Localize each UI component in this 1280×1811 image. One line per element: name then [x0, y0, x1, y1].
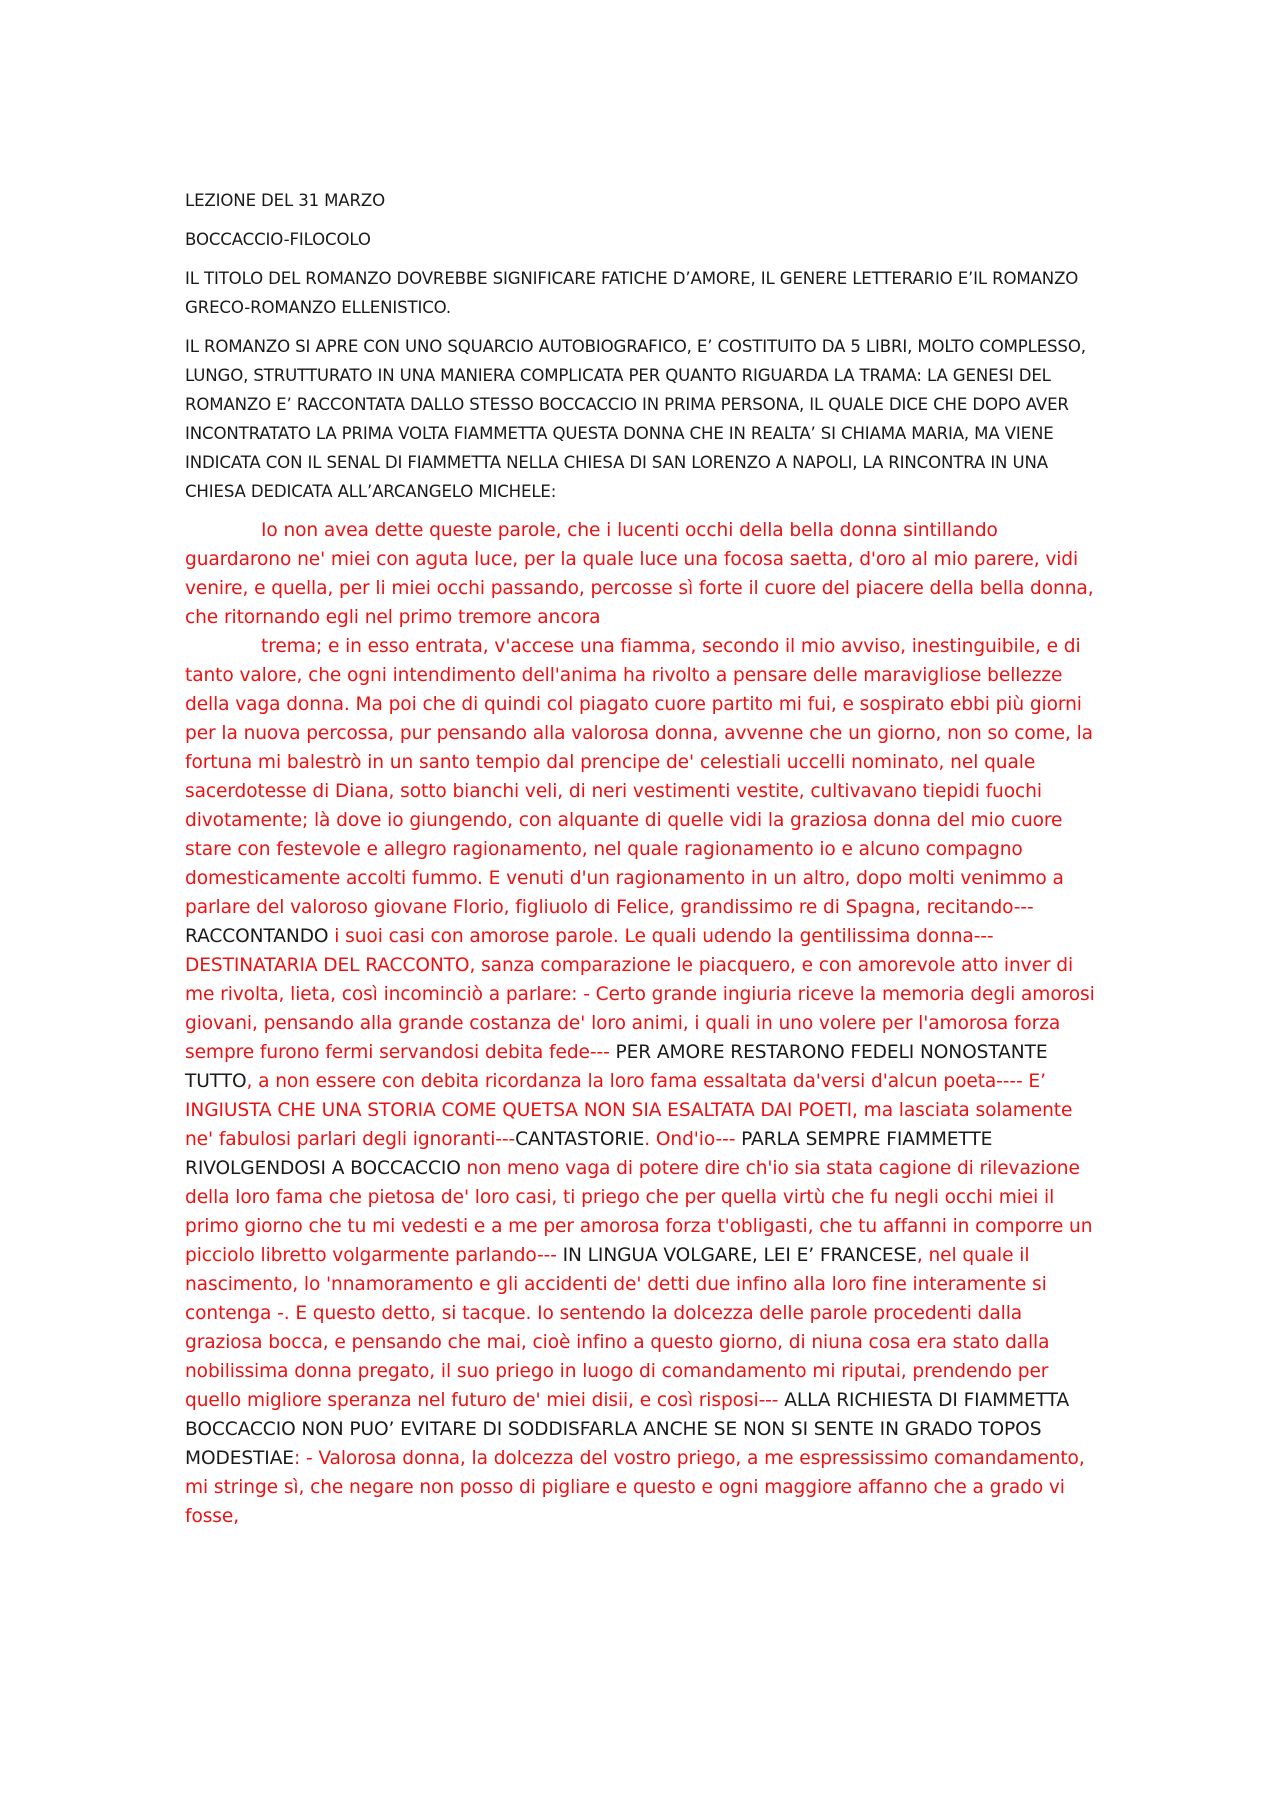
quote-paragraph-2: [185, 632, 1100, 1531]
annotation-fedeli: PER AMORE RESTARONO FEDELI NONOSTANTE TUTTO: [185, 1042, 1048, 1092]
annotation-volgare: IN LINGUA VOLGARE, LEI E’ FRANCESE: [562, 1245, 917, 1266]
title-genre-paragraph: IL TITOLO DEL ROMANZO DOVREBBE SIGNIFICARE FATICHE D’AMORE, IL GENERE LETTERARIO E’IL ROMANZO GRECO-ROMANZO ELLENISTICO.: [185, 269, 1079, 317]
annotation-fiammetta: PARLA SEMPRE FIAMMETTE RIVOLGENDOSI A BOCCACCIO: [185, 1129, 993, 1179]
quote-text: , a non essere con debita ricordanza la loro fama essaltata da'versi d'alcun poeta---- E’ INGIUSTA CHE UNA STORIA COME QUETSA NON SIA ESALTATA DAI POETI, ma lasciata solamente ne' fabulosi parlari degli ignoranti---: [185, 1071, 1073, 1150]
document-page: [185, 186, 1100, 1531]
quote-text: , nel quale il nascimento, lo 'nnamoramento e gli accidenti de' detti due infino alla loro fine interamente si contenga -. E questo detto, si tacque. Io sentendo la dolcezza delle parole procedenti dalla graziosa bocca, e pensando che mai, cioè infino a questo giorno, di niuna cosa era stato dalla nobilissima donna pregato, il suo priego in luogo di comandamento mi riputai, prendendo per quello migliore speranza nel futuro de' miei disii, e così risposi---: [185, 1245, 1050, 1411]
quote-text: : - Valorosa donna, la dolcezza del vostro priego, a me espressissimo comandamento, mi stringe sì, che negare non posso di pigliare e questo e ogni maggiore affanno che a grado vi fosse,: [185, 1448, 1085, 1527]
filocolo-quote: [185, 516, 1100, 1531]
subject-heading: BOCCACCIO-FILOCOLO: [185, 230, 371, 249]
quote-text: . Ond'io---: [644, 1129, 742, 1150]
lesson-heading: LEZIONE DEL 31 MARZO: [185, 191, 386, 210]
annotation-raccontando: RACCONTANDO: [185, 926, 329, 947]
intro-paragraph: IL ROMANZO SI APRE CON UNO SQUARCIO AUTOBIOGRAFICO, E’ COSTITUITO DA 5 LIBRI, MOLTO COMPLESSO, LUNGO, STRUTTURATO IN UNA MANIERA COMPLICATA PER QUANTO RIGUARDA LA TRAMA: LA GENESI DEL ROMANZO E’ RACCONTATA DALLO STESSO BOCCACCIO IN PRIMA PERSONA, IL QUALE DICE CHE DOPO AVER INCONTRATATO LA PRIMA VOLTA FIAMMETTA QUESTA DONNA CHE IN REALTA’ SI CHIAMA MARIA, MA VIENE INDICATA CON IL SENAL DI FIAMMETTA NELLA CHIESA DI SAN LORENZO A NAPOLI, LA RINCONTRA IN UNA CHIESA DEDICATA ALL’ARCANGELO MICHELE:: [185, 337, 1086, 501]
annotation-cantastorie: CANTASTORIE: [515, 1129, 645, 1150]
quote-text: trema; e in esso entrata, v'accese una fiamma, secondo il mio avviso, inestinguibile, e di tanto valore, che ogni intendimento dell'anima ha rivolto a pensare delle maravigliose bellezze della vaga donna. Ma poi che di quindi col piagato cuore partito mi fui, e sospirato ebbi più giorni per la nuova percossa, pur pensando alla valorosa donna, avvenne che un giorno, non so come, la fortuna mi balestrò in un santo tempio dal prencipe de' celestiali uccelli nominato, nel quale sacerdotesse di Diana, sotto bianchi veli, di neri vestimenti vestite, cultivavano tiepidi fuochi divotamente; là dove io giungendo, con alquante di quelle vidi la graziosa donna del mio cuore stare con festevole e allegro ragionamento, nel quale ragionamento io e alcuno compagno domesticamente accolti fummo. E venuti d'un ragionamento in un altro, dopo molti venimmo a parlare del valoroso giovane Florio, figliuolo di Felice, grandissimo re di Spagna, recitando---: [185, 636, 1093, 918]
quote-text: i suoi casi con amorose parole. Le quali udendo la gentilissima donna---DESTINATARIA DEL RACCONTO, sanza comparazione le piacquero, e con amorevole atto inver di me rivolta, lieta, così incominciò a parlare: - Certo grande ingiuria riceve la memoria degli amorosi giovani, pensando alla grande costanza de' loro animi, i quali in uno volere per l'amorosa forza sempre furono fermi servandosi debita fede---: [185, 926, 1095, 1063]
quote-text: non meno vaga di potere dire ch'io sia stata cagione di rilevazione della loro fama che pietosa de' loro casi, ti priego che per quella virtù che fu negli occhi miei il primo giorno che tu mi vedesti e a me per amorosa forza t'obligasti, che tu affanni in comporre un picciolo libretto volgarmente parlando---: [185, 1158, 1093, 1266]
annotation-modestiae: ALLA RICHIESTA DI FIAMMETTA BOCCACCIO NON PUO’ EVITARE DI SODDISFARLA ANCHE SE NON SI SENTE IN GRADO TOPOS MODESTIAE: [185, 1390, 1070, 1469]
quote-paragraph-1: Io non avea dette queste parole, che i lucenti occhi della bella donna sintillando guardarono ne' miei con aguta luce, per la quale luce una focosa saetta, d'oro al mio parere, vidi venire, e quella, per li miei occhi passando, percosse sì forte il cuore del piacere della bella donna, che ritornando egli nel primo tremore ancora: [185, 520, 1094, 628]
